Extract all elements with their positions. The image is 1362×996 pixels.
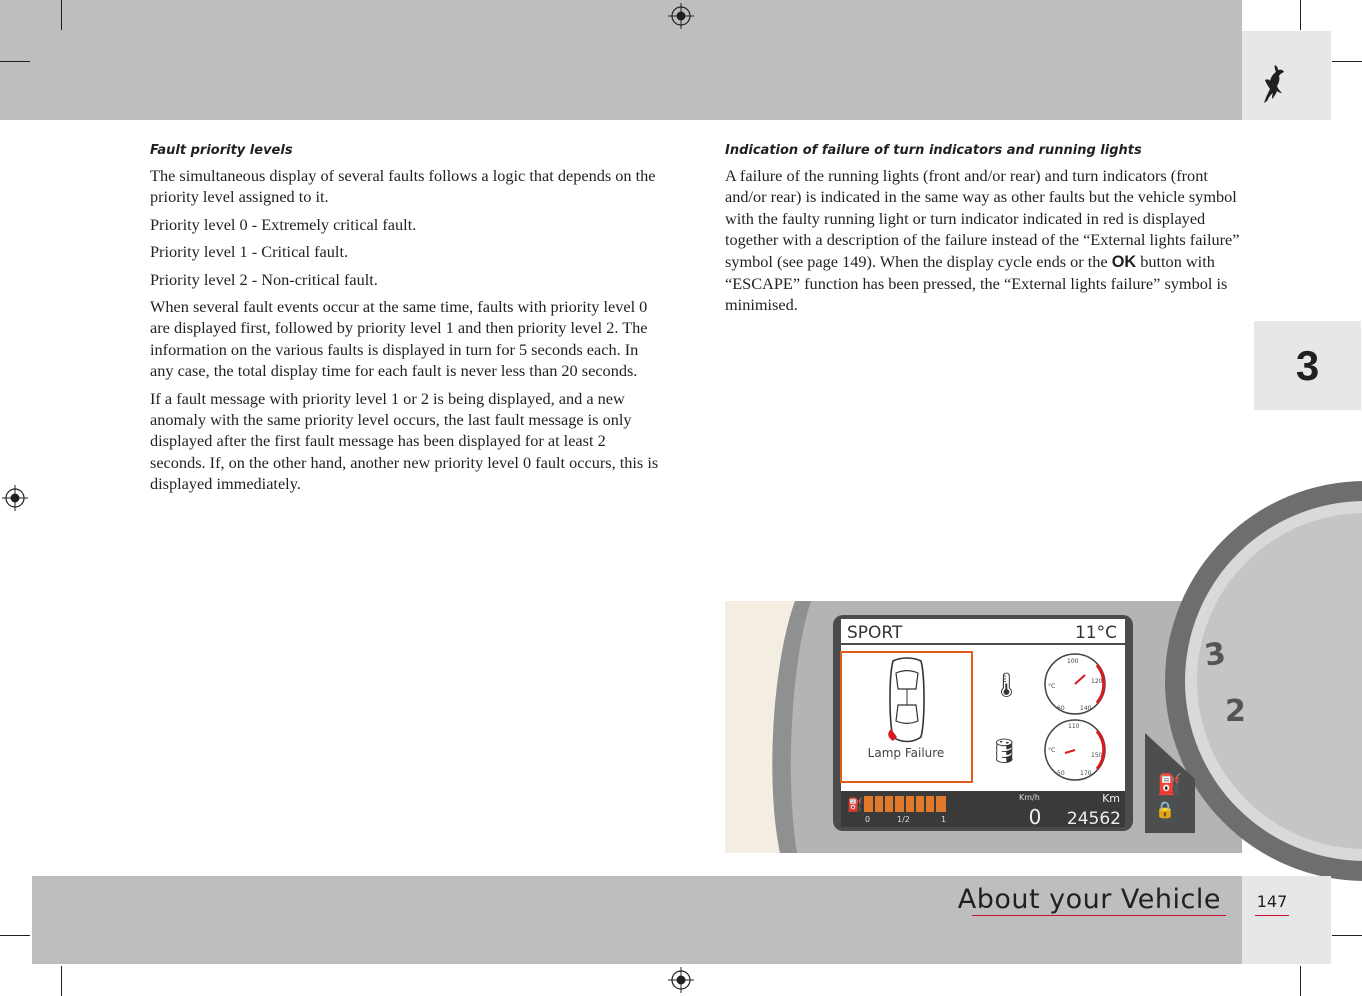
dashboard-illustration [725, 601, 1246, 853]
gauge-tick: 60 [1057, 705, 1065, 712]
vehicle-top-view-icon [888, 658, 924, 742]
header-logo-tab [1242, 31, 1331, 120]
coolant-gauge [1045, 654, 1105, 714]
speed-value: 0 [1028, 805, 1042, 829]
section-heading: Indication of failure of turn indicators and running lights [725, 143, 1142, 158]
ok-button-label: OK [1111, 252, 1137, 271]
section-heading: Fault priority levels [150, 143, 293, 158]
speed-unit: Km/h [1019, 793, 1040, 802]
registration-target-icon [668, 967, 694, 993]
page-number: 147 [1256, 892, 1288, 911]
gauge-unit: °C [1048, 683, 1056, 690]
crop-mark [0, 935, 30, 936]
gauge-tick: 110 [1068, 723, 1080, 730]
header-band [0, 0, 1242, 120]
fuel-scale-label: 1/2 [897, 815, 910, 824]
crop-mark [1300, 966, 1301, 996]
oil-gauge [1045, 720, 1105, 780]
gauge-tick: 100 [1067, 658, 1079, 665]
fuel-warning-icon: ⛽ [1157, 774, 1182, 796]
registration-target-icon [2, 485, 28, 511]
chapter-tab: 3 [1254, 321, 1361, 410]
gauge-tick: 120 [1091, 678, 1103, 685]
paragraph: If a fault message with priority level 1 or 2 is being displayed, and a new anomaly with the same priority level occurs, the last fault message is only displayed after the first fault message has been displayed for at least 2 seconds. If, on the other hand, another new priority level 0 fault occurs, this is displayed immediately. [150, 388, 659, 494]
crop-mark [61, 966, 62, 996]
oil-temperature-icon: 🛢 [989, 739, 1020, 765]
fuel-pump-icon: ⛽ [847, 797, 864, 812]
drive-mode-label: SPORT [847, 623, 903, 643]
section-title: About your Vehicle [957, 884, 1221, 915]
registration-target-icon [668, 3, 694, 29]
odometer-value: 24562 [1066, 809, 1121, 829]
gauge-unit: °C [1048, 747, 1056, 754]
gauge-tick: 170 [1080, 770, 1092, 777]
tacho-digit: 3 [1202, 636, 1228, 674]
paragraph [725, 165, 1240, 316]
paragraph: The simultaneous display of several faults follows a logic that depends on the priority level assigned to it. [150, 166, 656, 207]
fuel-scale-label: 1 [941, 815, 947, 824]
gauge-tick: 150 [1091, 752, 1103, 759]
lamp-failure-label: Lamp Failure [867, 746, 945, 760]
priority-level-1: Priority level 1 - Critical fault. [150, 242, 349, 262]
tacho-digit: 2 [1225, 694, 1246, 729]
fuel-scale-label: 0 [865, 815, 871, 824]
paragraph: When several fault events occur at the same time, faults with priority level 0 are displayed first, followed by priority level 1 and then priority level 2. The information on the various faults is displayed in turn for 5 seconds each. In any case, the total display time for each fault is never less than 20 seconds. [150, 297, 648, 381]
paragraph-text: A failure of the running lights (front and/or rear) and turn indicators (front and/or rear) is indicated in the same way as other faults but the vehicle symbol with the faulty running light or turn indicator indicated in red is displayed together with a description of the failure instead of the “External lights failure” symbol (see page 149). When the display cycle ends or the [725, 166, 1240, 271]
footer-page-tab [1242, 876, 1331, 964]
lights-failure-section [725, 142, 1240, 322]
page-number-underline [1255, 915, 1289, 916]
crop-mark [0, 61, 30, 62]
crop-mark [1300, 0, 1301, 30]
prancing-horse-icon [1242, 31, 1331, 120]
priority-level-2: Priority level 2 - Non-critical fault. [150, 269, 378, 289]
fuel-level-bar [864, 796, 946, 812]
section-title-underline [972, 915, 1226, 916]
gauge-tick: 50 [1057, 770, 1065, 777]
instrument-cluster [725, 601, 1246, 853]
fuel-cap-warning-icon: 🔒 [1155, 802, 1175, 819]
outside-temperature: 11°C [1074, 623, 1117, 643]
odometer-unit: Km [1102, 792, 1120, 805]
paragraph-text: button with “ESCAPE” function has been pressed, the “External lights failure” symbol is minimised. [725, 251, 1228, 315]
coolant-temperature-icon: 🌡 [991, 673, 1022, 699]
crop-mark [1332, 61, 1362, 62]
gauge-tick: 140 [1080, 705, 1092, 712]
priority-level-0: Priority level 0 - Extremely critical fault. [150, 214, 417, 234]
crop-mark [61, 0, 62, 30]
fault-priority-section [150, 142, 662, 501]
crop-mark [1332, 935, 1362, 936]
